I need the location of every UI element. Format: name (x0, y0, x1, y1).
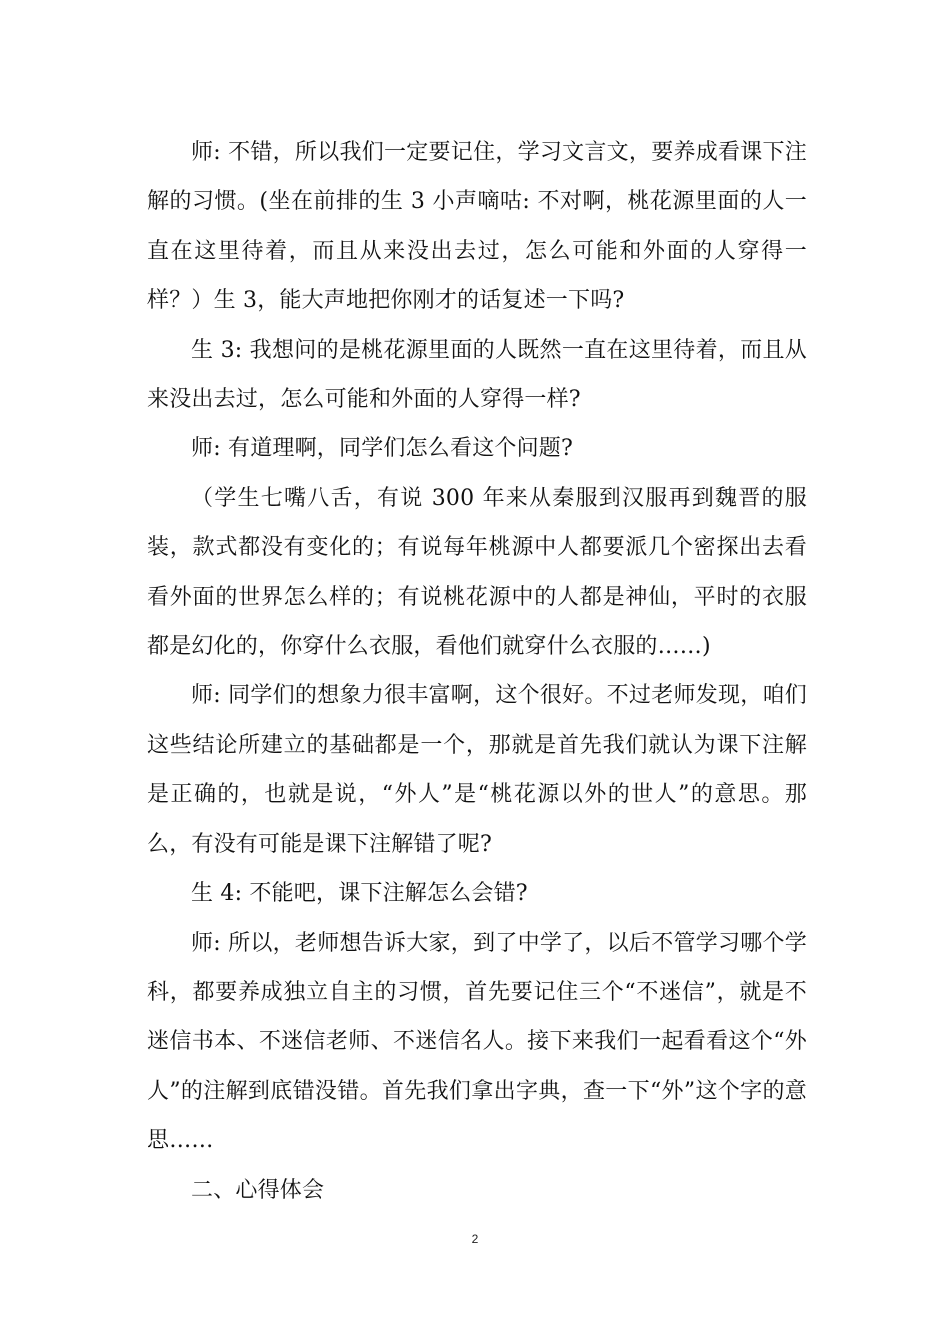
body-text (147, 128, 807, 1215)
paragraph-teacher-independence: 师: 所以，老师想告诉大家，到了中学了，以后不管学习哪个学科，都要养成独立自主的习惯，首先要记住三个“不迷信”，就是不迷信书本、不迷信老师、不迷信名人。接下来我们一起看看这个“外人”的注解到底错没错。首先我们拿出字典，查一下“外”这个字的意思…… (147, 930, 807, 1154)
paragraph-teacher-note-habit: 师: 不错，所以我们一定要记住，学习文言文，要养成看课下注解的习惯。(坐在前排的生 3 小声嘀咕: 不对啊，桃花源里面的人一直在这里待着，而且从来没出去过，怎么可能和外面的人穿得一样？）生 3，能大声地把你刚才的话复述一下吗? (147, 140, 807, 314)
paragraph-student-4-reply: 生 4: 不能吧，课下注解怎么会错? (191, 881, 528, 907)
paragraph-teacher-reasonable: 师: 有道理啊，同学们怎么看这个问题? (191, 436, 574, 462)
paragraph-students-discussion: （学生七嘴八舌，有说 300 年来从秦服到汉服再到魏晋的服装，款式都没有变化的；有说每年桃源中人都要派几个密探出去看看外面的世界怎么样的；有说桃花源中的人都是神仙，平时的衣服都是幻化的，你穿什么衣服，看他们就穿什么衣服的……) (147, 485, 807, 660)
section-heading-reflection: 二、心得体会 (191, 1177, 325, 1203)
paragraph-student-3-question: 生 3: 我想问的是桃花源里面的人既然一直在这里待着，而且从来没出去过，怎么可能和外面的人穿得一样? (147, 337, 807, 413)
paragraph-teacher-imagination: 师: 同学们的想象力很丰富啊，这个很好。不过老师发现，咱们这些结论所建立的基础都是一个，那就是首先我们就认为课下注解是正确的，也就是说，“外人”是“桃花源以外的世人”的意思。那么，有没有可能是课下注解错了呢? (147, 683, 807, 857)
page-number: 2 (471, 1232, 479, 1246)
